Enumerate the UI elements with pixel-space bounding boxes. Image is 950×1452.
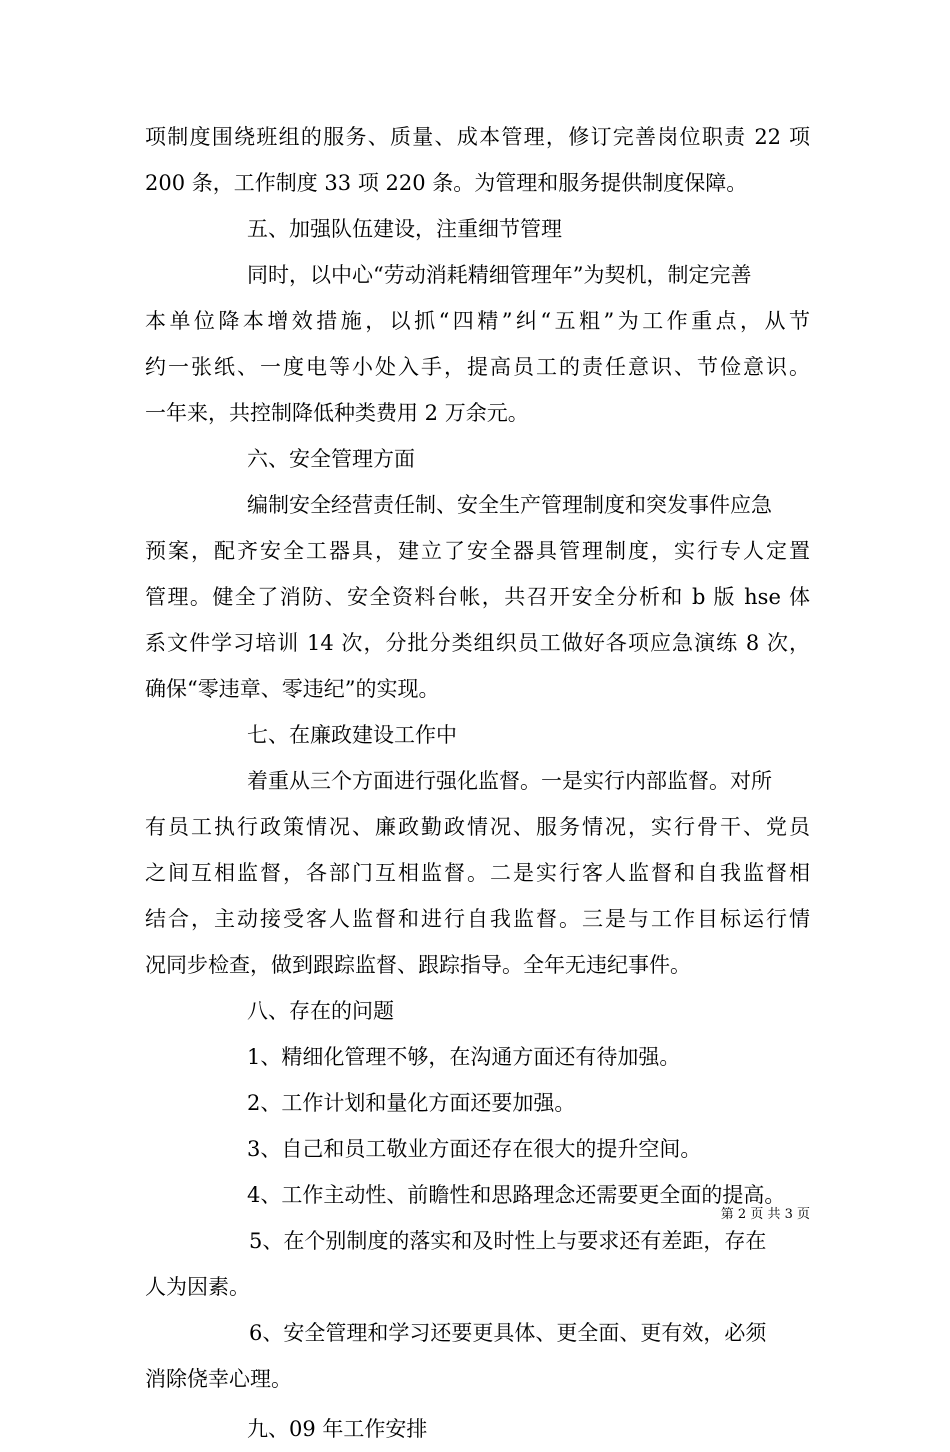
- paragraph-line: 着重从三个方面进行强化监督。一是实行内部监督。对所: [247, 769, 772, 793]
- list-item-continuation: 消除侥幸心理。: [145, 1367, 292, 1391]
- paragraph-line: 项制度围绕班组的服务、质量、成本管理，修订完善岗位职责 22 项: [145, 125, 810, 149]
- page-number-footer: 第 2 页 共 3 页: [720, 1207, 810, 1222]
- paragraph-line: 结合，主动接受客人监督和进行自我监督。三是与工作目标运行情: [145, 907, 810, 931]
- paragraph-line: 之间互相监督，各部门互相监督。二是实行客人监督和自我监督相: [145, 861, 810, 885]
- paragraph-line: 管理。健全了消防、安全资料台帐，共召开安全分析和 b 版 hse 体: [145, 585, 810, 609]
- section-heading: 九、09 年工作安排: [247, 1417, 428, 1441]
- list-item: 2、工作计划和量化方面还要加强。: [247, 1091, 576, 1115]
- paragraph-line: 200 条，工作制度 33 项 220 条。为管理和服务提供制度保障。: [145, 171, 748, 195]
- section-heading: 五、加强队伍建设，注重细节管理: [247, 217, 562, 241]
- paragraph-line: 本单位降本增效措施，以抓“四精”纠“五粗”为工作重点，从节: [145, 309, 810, 333]
- document-body: [145, 114, 810, 1452]
- paragraph-line: 系文件学习培训 14 次，分批分类组织员工做好各项应急演练 8 次，: [145, 631, 810, 655]
- paragraph-line: 约一张纸、一度电等小处入手，提高员工的责任意识、节俭意识。: [145, 355, 810, 379]
- list-item: 4、工作主动性、前瞻性和思路理念还需要更全面的提高。: [247, 1183, 786, 1207]
- paragraph-line: 同时，以中心“劳动消耗精细管理年”为契机，制定完善: [247, 263, 752, 287]
- paragraph-line: 确保“零违章、零违纪”的实现。: [145, 677, 440, 701]
- section-heading: 六、安全管理方面: [247, 447, 415, 471]
- list-item-continuation: 人为因素。: [145, 1275, 250, 1299]
- list-item: 3、自己和员工敬业方面还存在很大的提升空间。: [247, 1137, 702, 1161]
- paragraph-line: 有员工执行政策情况、廉政勤政情况、服务情况，实行骨干、党员: [145, 815, 810, 839]
- section-heading: 八、存在的问题: [247, 999, 394, 1023]
- paragraph-line: 一年来，共控制降低种类费用 2 万余元。: [145, 401, 529, 425]
- paragraph-line: 况同步检查，做到跟踪监督、跟踪指导。全年无违纪事件。: [145, 953, 691, 977]
- section-heading: 七、在廉政建设工作中: [247, 723, 457, 747]
- paragraph-line: 编制安全经营责任制、安全生产管理制度和突发事件应急: [247, 493, 772, 517]
- list-item: 1、精细化管理不够，在沟通方面还有待加强。: [247, 1045, 681, 1069]
- list-item: 5、在个别制度的落实和及时性上与要求还有差距，存在: [249, 1229, 767, 1253]
- list-item: 6、安全管理和学习还要更具体、更全面、更有效，必须: [249, 1321, 767, 1345]
- paragraph-line: 预案，配齐安全工器具，建立了安全器具管理制度，实行专人定置: [145, 539, 810, 563]
